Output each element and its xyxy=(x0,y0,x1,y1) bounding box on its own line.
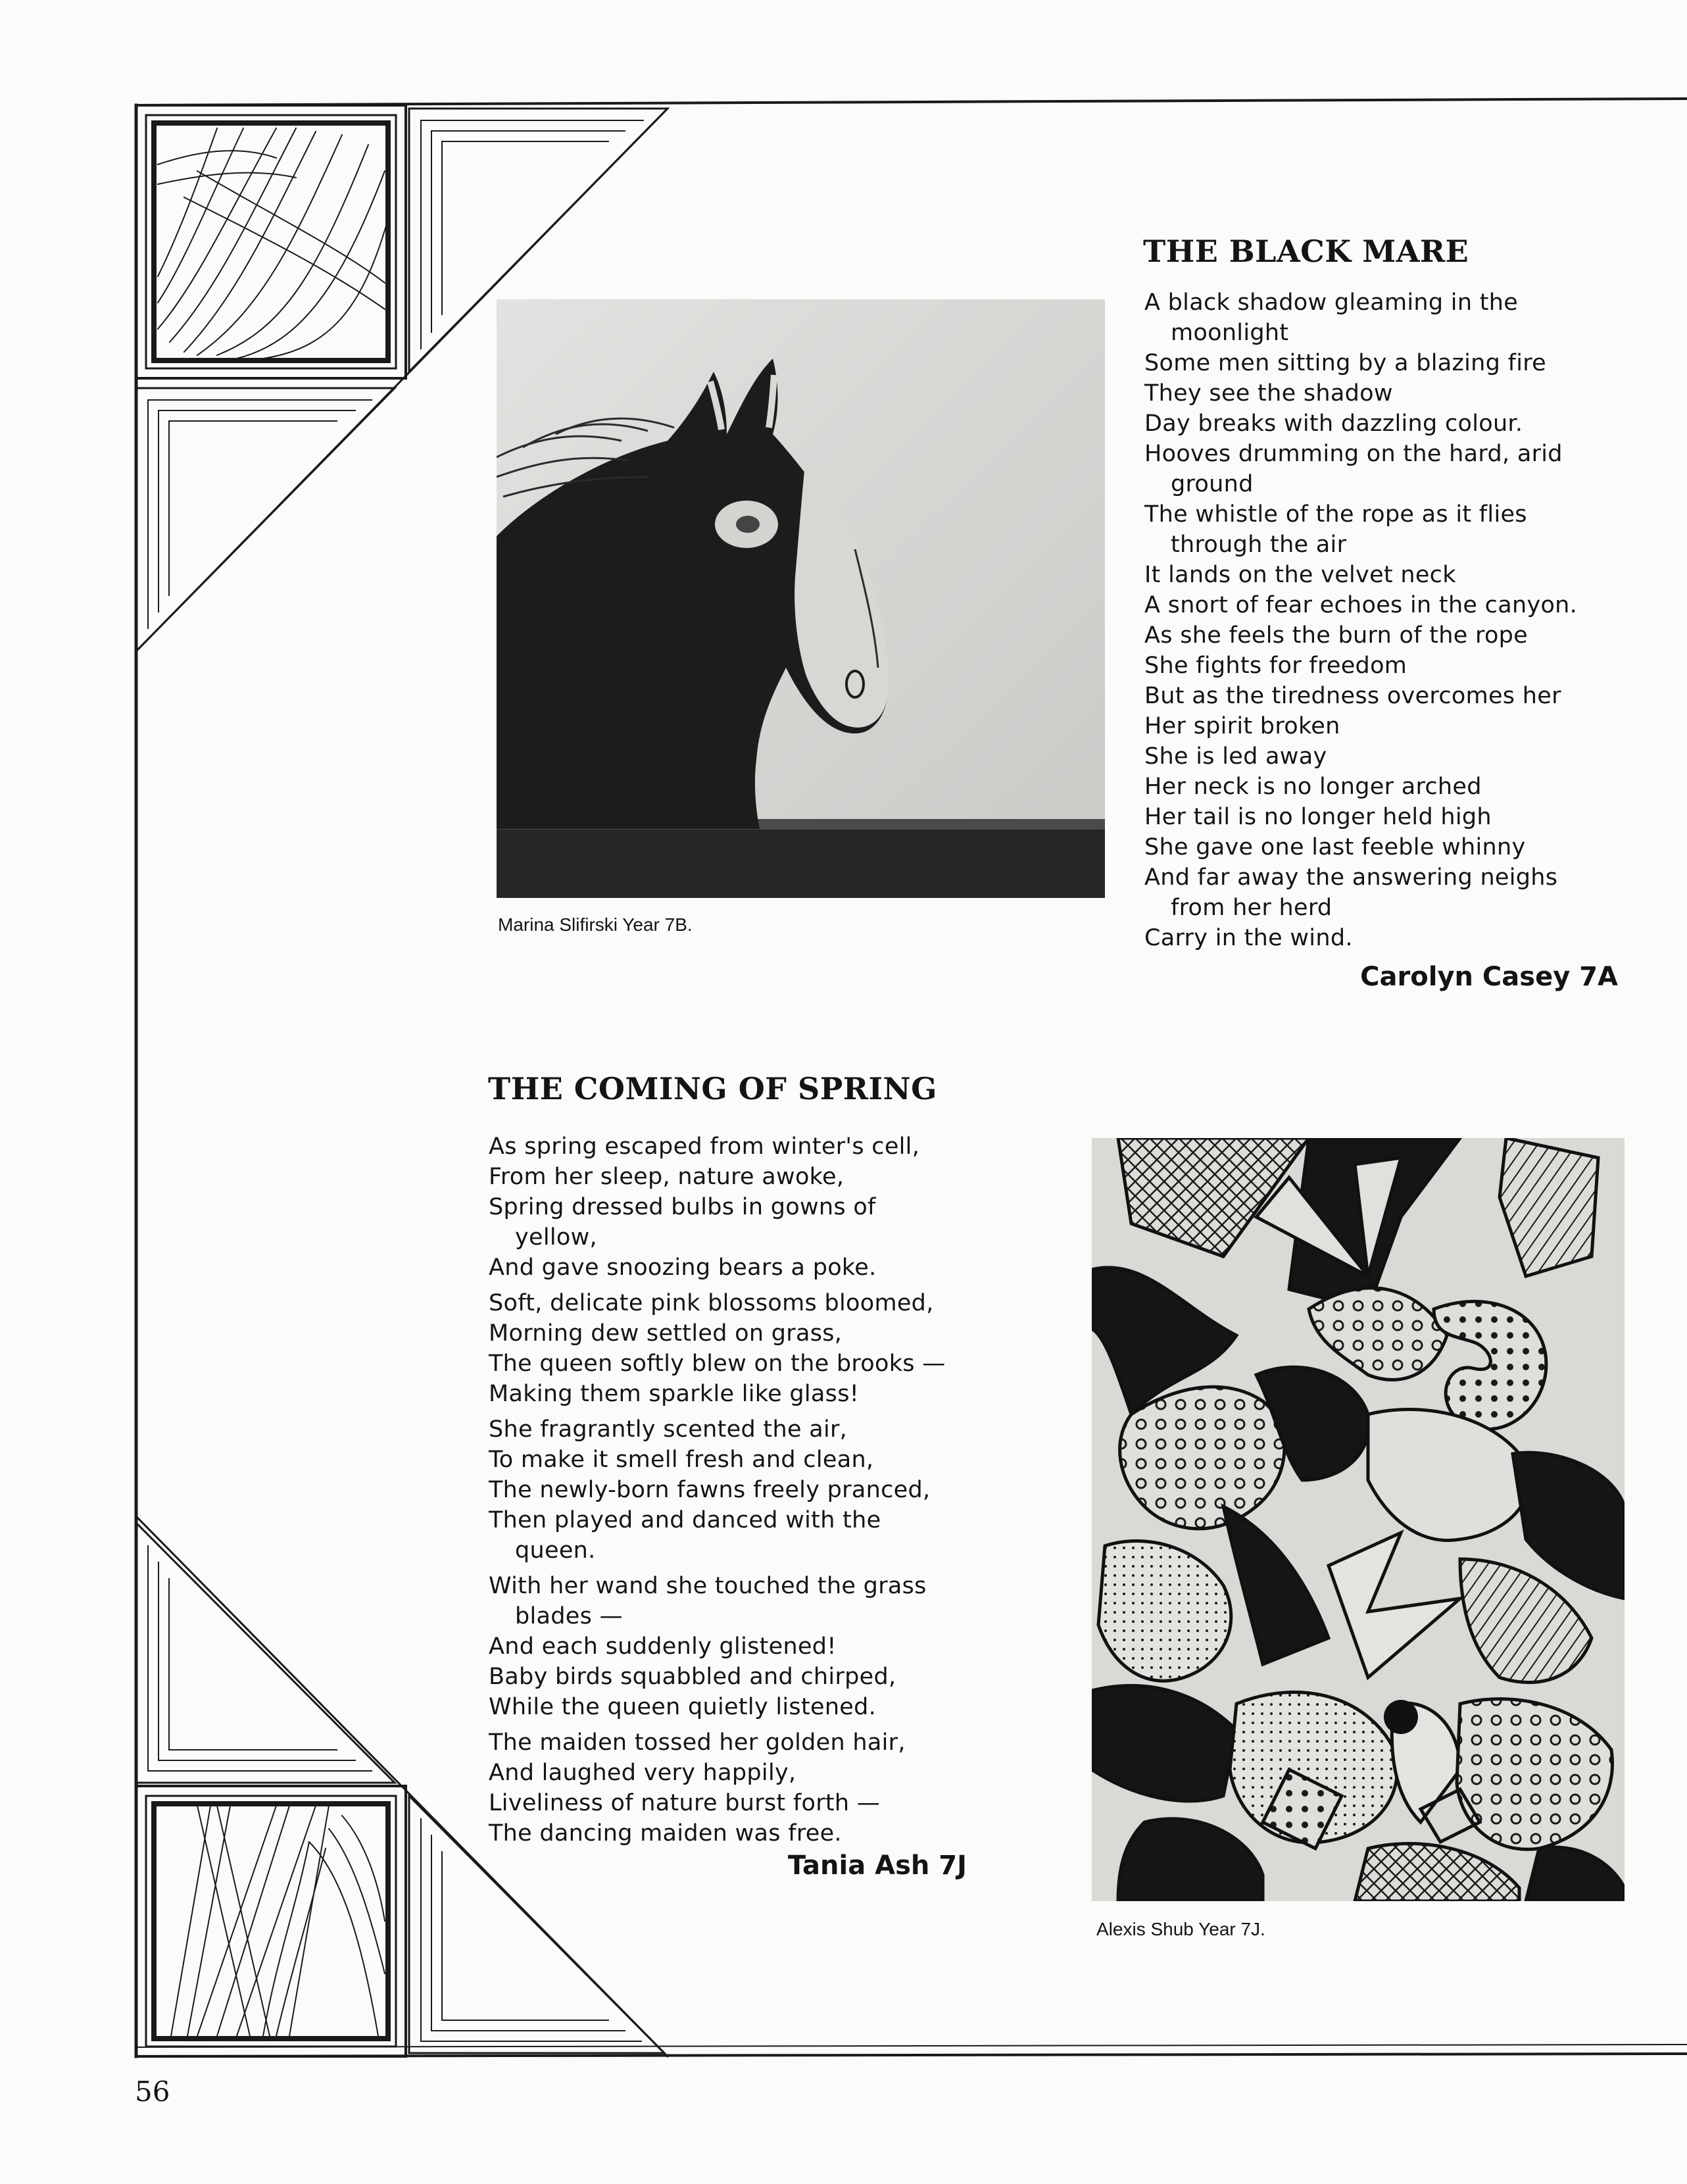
poem-line: ground xyxy=(1171,471,1254,497)
poem-author-tania-ash: Tania Ash 7J xyxy=(787,1850,967,1881)
poem-line: blades — xyxy=(515,1603,623,1629)
horse-drawing-image xyxy=(497,299,1105,898)
poem-line: The dancing maiden was free. xyxy=(489,1820,842,1847)
poem-line: Spring dressed bulbs in gowns of xyxy=(489,1194,876,1220)
page-number: 56 xyxy=(135,2075,170,2108)
poem-line: The queen softly blew on the brooks — xyxy=(489,1351,946,1377)
poem-line: Baby birds squabbled and chirped, xyxy=(489,1664,896,1690)
poem-coming-of-spring-text xyxy=(489,1131,946,1849)
poem-line: And far away the answering neighs xyxy=(1144,864,1558,891)
poem-line: Hooves drumming on the hard, arid xyxy=(1144,441,1563,467)
poem-line: She fragrantly scented the air, xyxy=(489,1416,848,1443)
poem-line: from her herd xyxy=(1171,895,1332,921)
poem-line: Carry in the wind. xyxy=(1144,925,1353,951)
poem-line: Making them sparkle like glass! xyxy=(489,1381,860,1407)
poem-line: With her wand she touched the grass xyxy=(489,1573,927,1599)
poem-line: The whistle of the rope as it flies xyxy=(1144,501,1527,528)
poem-line: She fights for freedom xyxy=(1144,653,1407,679)
poem-line: queen. xyxy=(515,1537,596,1564)
poem-line: She gave one last feeble whinny xyxy=(1144,834,1526,860)
poem-line: Liveliness of nature burst forth — xyxy=(489,1790,881,1816)
poem-line: As spring escaped from winter's cell, xyxy=(489,1133,920,1160)
poem-line: Morning dew settled on grass, xyxy=(489,1320,843,1347)
poem-author-carolyn-casey: Carolyn Casey 7A xyxy=(1360,962,1618,992)
poem-title-black-mare: THE BLACK MARE xyxy=(1143,234,1469,269)
poem-line: And each suddenly glistened! xyxy=(489,1633,837,1660)
poem-line: moonlight xyxy=(1171,320,1289,346)
poem-line: From her sleep, nature awoke, xyxy=(489,1164,844,1190)
poem-line: The newly-born fawns freely pranced, xyxy=(489,1477,931,1503)
abstract-pattern-image xyxy=(1092,1138,1625,1901)
poem-line: Then played and danced with the xyxy=(489,1507,881,1533)
poem-line: As she feels the burn of the rope xyxy=(1144,622,1528,649)
poem-line: Some men sitting by a blazing fire xyxy=(1144,350,1547,376)
poem-line: A snort of fear echoes in the canyon. xyxy=(1144,592,1578,618)
poem-line: To make it smell fresh and clean, xyxy=(489,1447,874,1473)
poem-line: through the air xyxy=(1171,532,1347,558)
poem-line: While the queen quietly listened. xyxy=(489,1694,877,1720)
poem-line: The maiden tossed her golden hair, xyxy=(489,1729,906,1756)
poem-black-mare-text xyxy=(1144,287,1577,953)
poem-line: Day breaks with dazzling colour. xyxy=(1144,410,1523,437)
poem-line: yellow, xyxy=(515,1224,597,1251)
poem-line: And gave snoozing bears a poke. xyxy=(489,1254,877,1281)
poem-line: They see the shadow xyxy=(1144,380,1393,407)
poem-line: Her tail is no longer held high xyxy=(1144,804,1492,830)
poem-line: It lands on the velvet neck xyxy=(1144,562,1456,588)
poem-line: A black shadow gleaming in the xyxy=(1144,289,1519,316)
poem-line: Her spirit broken xyxy=(1144,713,1340,739)
poem-line: She is led away xyxy=(1144,743,1327,770)
poem-line: And laughed very happily, xyxy=(489,1760,796,1786)
poem-line: Her neck is no longer arched xyxy=(1144,774,1482,800)
abstract-caption: Alexis Shub Year 7J. xyxy=(1096,1919,1265,1939)
horse-caption: Marina Slifirski Year 7B. xyxy=(498,914,693,935)
poem-title-coming-of-spring: THE COMING OF SPRING xyxy=(488,1071,937,1106)
poem-line: But as the tiredness overcomes her xyxy=(1144,683,1561,709)
poem-line: Soft, delicate pink blossoms bloomed, xyxy=(489,1290,934,1316)
